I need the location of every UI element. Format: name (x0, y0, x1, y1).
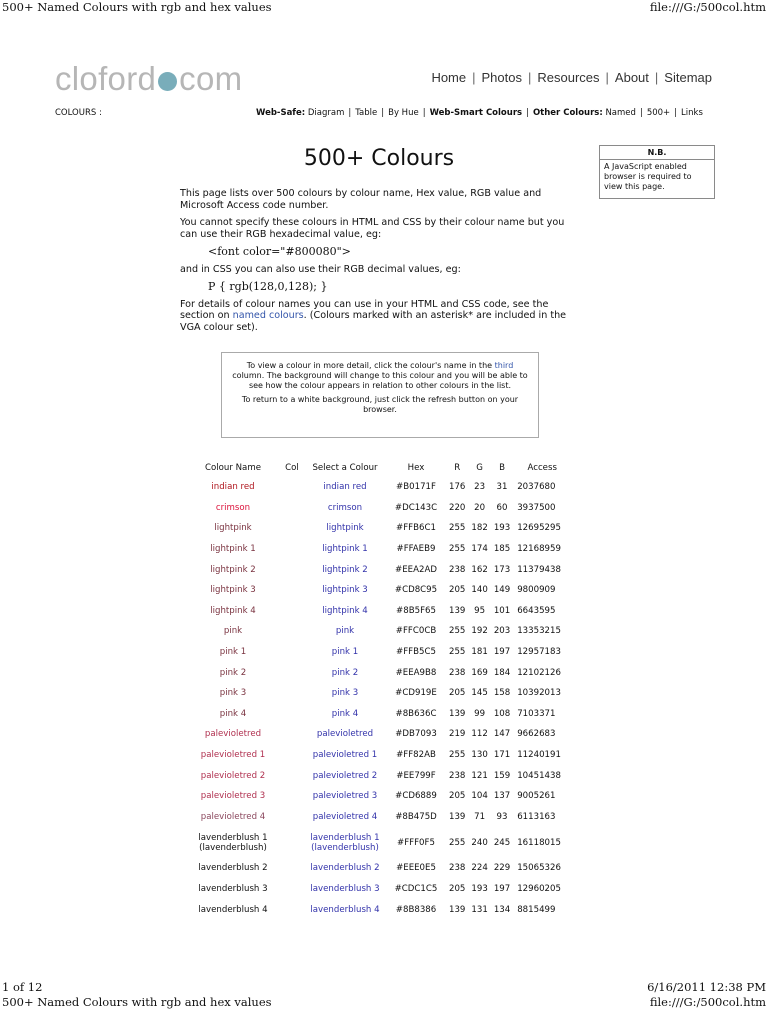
colour-name-cell: pink 2 (219, 667, 247, 678)
red-cell: 139 (449, 708, 466, 719)
hex-cell: #EE799F (396, 770, 436, 781)
blue-cell: 108 (493, 708, 511, 719)
bar-separator: | (381, 108, 385, 118)
access-cell: 6113163 (517, 811, 556, 822)
nb-text: A JavaScript enabled browser is required to view this page. (604, 162, 692, 191)
colour-swatch-cell (280, 477, 304, 498)
footer-title: 500+ Named Colours with rgb and hex values (2, 995, 272, 1009)
colour-swatch-cell (280, 601, 304, 622)
select-colour-link[interactable]: lightpink 2 (322, 564, 368, 575)
red-cell: 255 (449, 544, 466, 555)
print-header (2, 0, 766, 14)
code-example-html: <font color="#800080"> (208, 245, 351, 258)
colour-table (186, 459, 571, 920)
header-hex: Hex (407, 463, 425, 473)
blue-cell: 203 (493, 626, 511, 637)
colour-swatch-cell (280, 786, 304, 807)
named-colours-link[interactable]: named colours (232, 310, 304, 321)
select-colour-link[interactable]: indian red (323, 482, 367, 493)
access-cell: 12102126 (517, 667, 561, 678)
table-row (186, 580, 571, 601)
code-example-css: P { rgb(128,0,128); } (208, 280, 328, 293)
header-colour-name: Colour Name (205, 463, 261, 473)
bar-separator: | (526, 108, 529, 118)
nb-heading: N.B. (600, 146, 714, 160)
colour-name-cell: palevioletred 4 (200, 811, 266, 822)
blue-cell: 185 (493, 544, 511, 555)
green-cell: 240 (471, 837, 488, 848)
intro-text (180, 188, 578, 339)
red-cell: 238 (449, 667, 466, 678)
green-cell: 162 (471, 564, 488, 575)
table-row (186, 858, 571, 879)
colour-name-cell: lavenderblush 2 (198, 863, 268, 874)
table-row (186, 621, 571, 642)
page-title: 500+ Colours (303, 146, 455, 171)
blue-cell: 173 (493, 564, 511, 575)
hex-cell: #FFAEB9 (396, 544, 436, 555)
colour-swatch-cell (280, 858, 304, 879)
colour-category-bar (55, 108, 703, 122)
table-row (186, 642, 571, 663)
hex-cell: #8B8386 (395, 904, 437, 915)
green-cell: 140 (471, 585, 488, 596)
red-cell: 139 (449, 904, 466, 915)
header-col: Col (285, 463, 299, 473)
table-row (186, 498, 571, 519)
hex-cell: #DB7093 (395, 729, 437, 740)
colour-swatch-cell (280, 704, 304, 725)
hex-cell: #8B636C (395, 708, 437, 719)
select-colour-link[interactable]: pink (335, 626, 355, 637)
link-table[interactable]: Table (355, 108, 378, 118)
top-navigation (431, 70, 712, 85)
table-row (186, 477, 571, 498)
hex-cell: #CD8C95 (394, 585, 438, 596)
access-cell: 10392013 (517, 688, 561, 699)
access-cell: 6643595 (517, 605, 556, 616)
link-500-plus[interactable]: 500+ (646, 108, 671, 118)
colour-swatch-cell (280, 642, 304, 663)
instructions-line-1 (230, 361, 530, 391)
hex-cell: #FFC0CB (395, 626, 437, 637)
link-web-smart-colours[interactable]: Web-Smart Colours (429, 108, 523, 118)
blue-cell: 137 (493, 791, 511, 802)
colour-name-cell: palevioletred 1 (200, 750, 266, 761)
intro-p4-tail: . (Colours marked with an asterisk* are included in the VGA colour set). (180, 310, 567, 333)
hex-cell: #CD6889 (395, 791, 437, 802)
intro-paragraph-2: You cannot specify these colours in HTML and CSS by their colour name but you can use their RGB hexadecimal value, eg: (180, 217, 565, 240)
access-cell: 15065326 (517, 863, 561, 874)
select-colour-link[interactable]: crimson (327, 502, 363, 513)
other-colours-label: Other Colours: (532, 108, 603, 118)
green-cell: 131 (471, 904, 488, 915)
green-cell: 181 (471, 647, 488, 658)
colour-name-cell: lavenderblush 3 (198, 883, 268, 894)
hex-cell: #CDC1C5 (394, 883, 438, 894)
blue-cell: 101 (493, 605, 511, 616)
blue-cell: 147 (493, 729, 511, 740)
access-cell: 12960205 (517, 883, 561, 894)
red-cell: 205 (449, 883, 466, 894)
select-colour-link[interactable]: pink 3 (331, 688, 359, 699)
select-colour-link[interactable]: palevioletred 1 (312, 750, 378, 761)
header-r: R (454, 463, 461, 473)
hex-cell: #FFB6C1 (396, 523, 436, 534)
table-row (186, 539, 571, 560)
hex-cell: #EEA2AD (395, 564, 437, 575)
intro-paragraph-4 (180, 299, 578, 334)
select-colour-link[interactable]: lavenderblush 3 (310, 883, 380, 894)
access-cell: 11240191 (517, 750, 561, 761)
hex-cell: #EEE0E5 (396, 863, 436, 874)
green-cell: 182 (471, 523, 488, 534)
logo-dot-icon (158, 72, 177, 91)
green-cell: 192 (471, 626, 488, 637)
table-row (186, 827, 571, 858)
colour-swatch-cell (280, 559, 304, 580)
nav-separator: | (605, 70, 609, 85)
select-colour-link[interactable]: lavenderblush 2 (310, 863, 380, 874)
red-cell: 205 (449, 791, 466, 802)
colour-name-cell: lightpink 2 (210, 564, 256, 575)
colour-swatch-cell (280, 724, 304, 745)
table-row (186, 899, 571, 920)
select-colour-link[interactable]: lightpink 1 (322, 544, 368, 555)
colour-swatch-cell (280, 621, 304, 642)
third-column-link[interactable]: third (494, 361, 514, 370)
colour-name-cell: pink 3 (219, 688, 247, 699)
red-cell: 238 (449, 564, 466, 575)
colour-name-cell: lightpink (214, 523, 252, 534)
access-cell: 16118015 (517, 837, 561, 848)
table-row (186, 765, 571, 786)
colour-swatch-cell (280, 662, 304, 683)
hex-cell: #DC143C (394, 502, 438, 513)
logo-text-second: com (179, 60, 243, 97)
instructions-text: To view a colour in more detail, click the colour's name in the (246, 361, 495, 370)
site-logo[interactable] (55, 60, 242, 98)
link-named[interactable]: Named (605, 108, 636, 118)
red-cell: 139 (449, 811, 466, 822)
red-cell: 255 (449, 523, 466, 534)
table-row (186, 683, 571, 704)
colour-name-cell: indian red (211, 482, 255, 493)
blue-cell: 197 (493, 647, 511, 658)
green-cell: 174 (471, 544, 488, 555)
red-cell: 255 (449, 647, 466, 658)
red-cell: 255 (449, 750, 466, 761)
table-row (186, 724, 571, 745)
colour-name-cell: palevioletred (204, 729, 262, 740)
table-header-row (186, 459, 571, 477)
nav-about[interactable]: About (614, 70, 649, 85)
intro-p4-text: For details of colour names you can use in your HTML and CSS code, see the section on (180, 298, 549, 321)
nav-photos[interactable]: Photos (481, 70, 522, 85)
blue-cell: 193 (493, 523, 511, 534)
colour-name-cell: lavenderblush 1 (lavenderblush) (198, 832, 268, 853)
red-cell: 219 (449, 729, 466, 740)
colour-swatch-cell (280, 899, 304, 920)
table-row (186, 559, 571, 580)
access-cell: 2037680 (517, 482, 556, 493)
colour-name-cell: lightpink 3 (210, 585, 256, 596)
table-row (186, 807, 571, 828)
header-b: B (499, 463, 505, 473)
table-row (186, 662, 571, 683)
table-row (186, 704, 571, 725)
red-cell: 176 (449, 482, 466, 493)
red-cell: 255 (449, 837, 466, 848)
colour-name-cell: lightpink 1 (210, 544, 256, 555)
print-datetime: 6/16/2011 12:38 PM (647, 980, 766, 994)
link-by-hue[interactable]: By Hue (388, 108, 419, 118)
red-cell: 220 (449, 502, 466, 513)
access-cell: 9005261 (517, 791, 556, 802)
logo-text-first: cloford (55, 60, 157, 97)
colour-name-cell: palevioletred 3 (200, 791, 266, 802)
select-colour-link[interactable]: lavenderblush 4 (310, 904, 380, 915)
colour-swatch-cell (280, 827, 304, 858)
print-footer (2, 980, 766, 1020)
web-safe-label: Web-Safe: (256, 108, 306, 118)
access-cell: 11379438 (517, 564, 561, 575)
access-cell: 12695295 (517, 523, 561, 534)
colours-label: COLOURS : (55, 108, 102, 118)
hex-cell: #8B5F65 (396, 605, 436, 616)
select-colour-link[interactable]: pink 2 (331, 667, 359, 678)
green-cell: 112 (471, 729, 488, 740)
blue-cell: 31 (496, 482, 508, 493)
colour-swatch-cell (280, 539, 304, 560)
nav-separator: | (472, 70, 476, 85)
colour-swatch-cell (280, 518, 304, 539)
colour-name-cell: pink 1 (219, 647, 247, 658)
header-select-colour: Select a Colour (312, 463, 378, 473)
select-colour-link[interactable]: palevioletred 3 (312, 791, 378, 802)
colour-swatch-cell (280, 580, 304, 601)
colour-swatch-cell (280, 683, 304, 704)
colour-swatch-cell (280, 807, 304, 828)
table-row (186, 518, 571, 539)
hex-cell: #FFB5C5 (396, 647, 436, 658)
nav-sitemap[interactable]: Sitemap (664, 70, 712, 85)
blue-cell: 229 (493, 863, 511, 874)
blue-cell: 171 (493, 750, 511, 761)
link-links[interactable]: Links (681, 108, 703, 118)
blue-cell: 197 (493, 883, 511, 894)
access-cell: 3937500 (517, 502, 556, 513)
green-cell: 121 (471, 770, 488, 781)
green-cell: 71 (474, 811, 486, 822)
select-colour-link[interactable]: palevioletred 2 (312, 770, 378, 781)
select-colour-link[interactable]: lightpink (326, 523, 364, 534)
red-cell: 139 (449, 605, 466, 616)
colour-table-body (186, 477, 571, 920)
access-cell: 12957183 (517, 647, 561, 658)
access-cell: 10451438 (517, 770, 561, 781)
link-diagram[interactable]: Diagram (307, 108, 345, 118)
green-cell: 169 (471, 667, 488, 678)
red-cell: 205 (449, 688, 466, 699)
green-cell: 104 (471, 791, 488, 802)
colour-name-cell: pink (223, 626, 243, 637)
nav-separator: | (528, 70, 532, 85)
access-cell: 9800909 (517, 585, 556, 596)
table-row (186, 786, 571, 807)
green-cell: 23 (474, 482, 486, 493)
access-cell: 7103371 (517, 708, 556, 719)
colour-name-cell: lightpink 4 (210, 605, 256, 616)
instructions-box (221, 352, 539, 438)
green-cell: 99 (474, 708, 486, 719)
green-cell: 193 (471, 883, 488, 894)
red-cell: 255 (449, 626, 466, 637)
green-cell: 130 (471, 750, 488, 761)
hex-cell: #FF82AB (396, 750, 436, 761)
instructions-text-tail: column. The background will change to this colour and you will be able to see how the colour appears in relation to other colours in the list. (232, 371, 528, 390)
green-cell: 224 (471, 863, 488, 874)
blue-cell: 60 (496, 502, 508, 513)
colour-name-cell: lavenderblush 4 (198, 904, 268, 915)
hex-cell: #8B475D (395, 811, 437, 822)
header-access: Access (527, 463, 557, 473)
select-colour-link[interactable]: palevioletred 4 (312, 811, 378, 822)
bar-separator: | (639, 108, 643, 118)
nav-resources[interactable]: Resources (537, 70, 600, 85)
select-colour-link[interactable]: pink 1 (331, 647, 359, 658)
blue-cell: 149 (493, 585, 511, 596)
hex-cell: #CD919E (395, 688, 437, 699)
access-cell: 9662683 (517, 729, 556, 740)
nav-separator: | (654, 70, 659, 85)
green-cell: 20 (474, 502, 486, 513)
colour-name-cell: pink 4 (219, 708, 247, 719)
nav-home[interactable]: Home (431, 70, 467, 85)
instructions-line-2: To return to a white background, just click the refresh button on your browser. (241, 395, 519, 414)
select-colour-link[interactable]: pink 4 (331, 708, 359, 719)
colour-swatch-cell (280, 498, 304, 519)
colour-name-cell: crimson (215, 502, 251, 513)
blue-cell: 158 (493, 688, 511, 699)
hex-cell: #EEA9B8 (395, 667, 437, 678)
select-colour-link[interactable]: lightpink 4 (322, 605, 368, 616)
blue-cell: 93 (496, 811, 508, 822)
red-cell: 238 (449, 863, 466, 874)
nb-box (599, 145, 715, 199)
page-number: 1 of 12 (2, 980, 43, 994)
header-g: G (476, 463, 483, 473)
select-colour-link[interactable]: lavenderblush 1 (lavenderblush) (310, 832, 380, 853)
green-cell: 145 (471, 688, 488, 699)
red-cell: 238 (449, 770, 466, 781)
footer-url: file:///G:/500col.htm (649, 995, 766, 1009)
blue-cell: 184 (493, 667, 511, 678)
table-row (186, 879, 571, 900)
intro-paragraph-3: and in CSS you can also use their RGB decimal values, eg: (180, 263, 461, 275)
bar-separator: | (422, 108, 426, 118)
red-cell: 205 (449, 585, 466, 596)
select-colour-link[interactable]: lightpink 3 (322, 585, 368, 596)
intro-paragraph-1: This page lists over 500 colours by colour name, Hex value, RGB value and Microsoft Access code number. (180, 188, 542, 211)
green-cell: 95 (474, 605, 486, 616)
bar-separator: | (674, 108, 678, 118)
colour-name-cell: palevioletred 2 (200, 770, 266, 781)
colour-links (256, 108, 703, 118)
blue-cell: 245 (493, 837, 511, 848)
print-header-title: 500+ Named Colours with rgb and hex values (2, 0, 272, 14)
colour-swatch-cell (280, 765, 304, 786)
colour-swatch-cell (280, 745, 304, 766)
hex-cell: #FFF0F5 (397, 837, 435, 848)
hex-cell: #B0171F (396, 482, 436, 493)
blue-cell: 134 (493, 904, 511, 915)
colour-swatch-cell (280, 879, 304, 900)
access-cell: 13353215 (517, 626, 561, 637)
access-cell: 8815499 (517, 904, 556, 915)
print-header-url: file:///G:/500col.htm (649, 0, 766, 14)
bar-separator: | (348, 108, 352, 118)
access-cell: 12168959 (517, 544, 561, 555)
table-row (186, 601, 571, 622)
blue-cell: 159 (493, 770, 511, 781)
table-row (186, 745, 571, 766)
select-colour-link[interactable]: palevioletred (316, 729, 374, 740)
